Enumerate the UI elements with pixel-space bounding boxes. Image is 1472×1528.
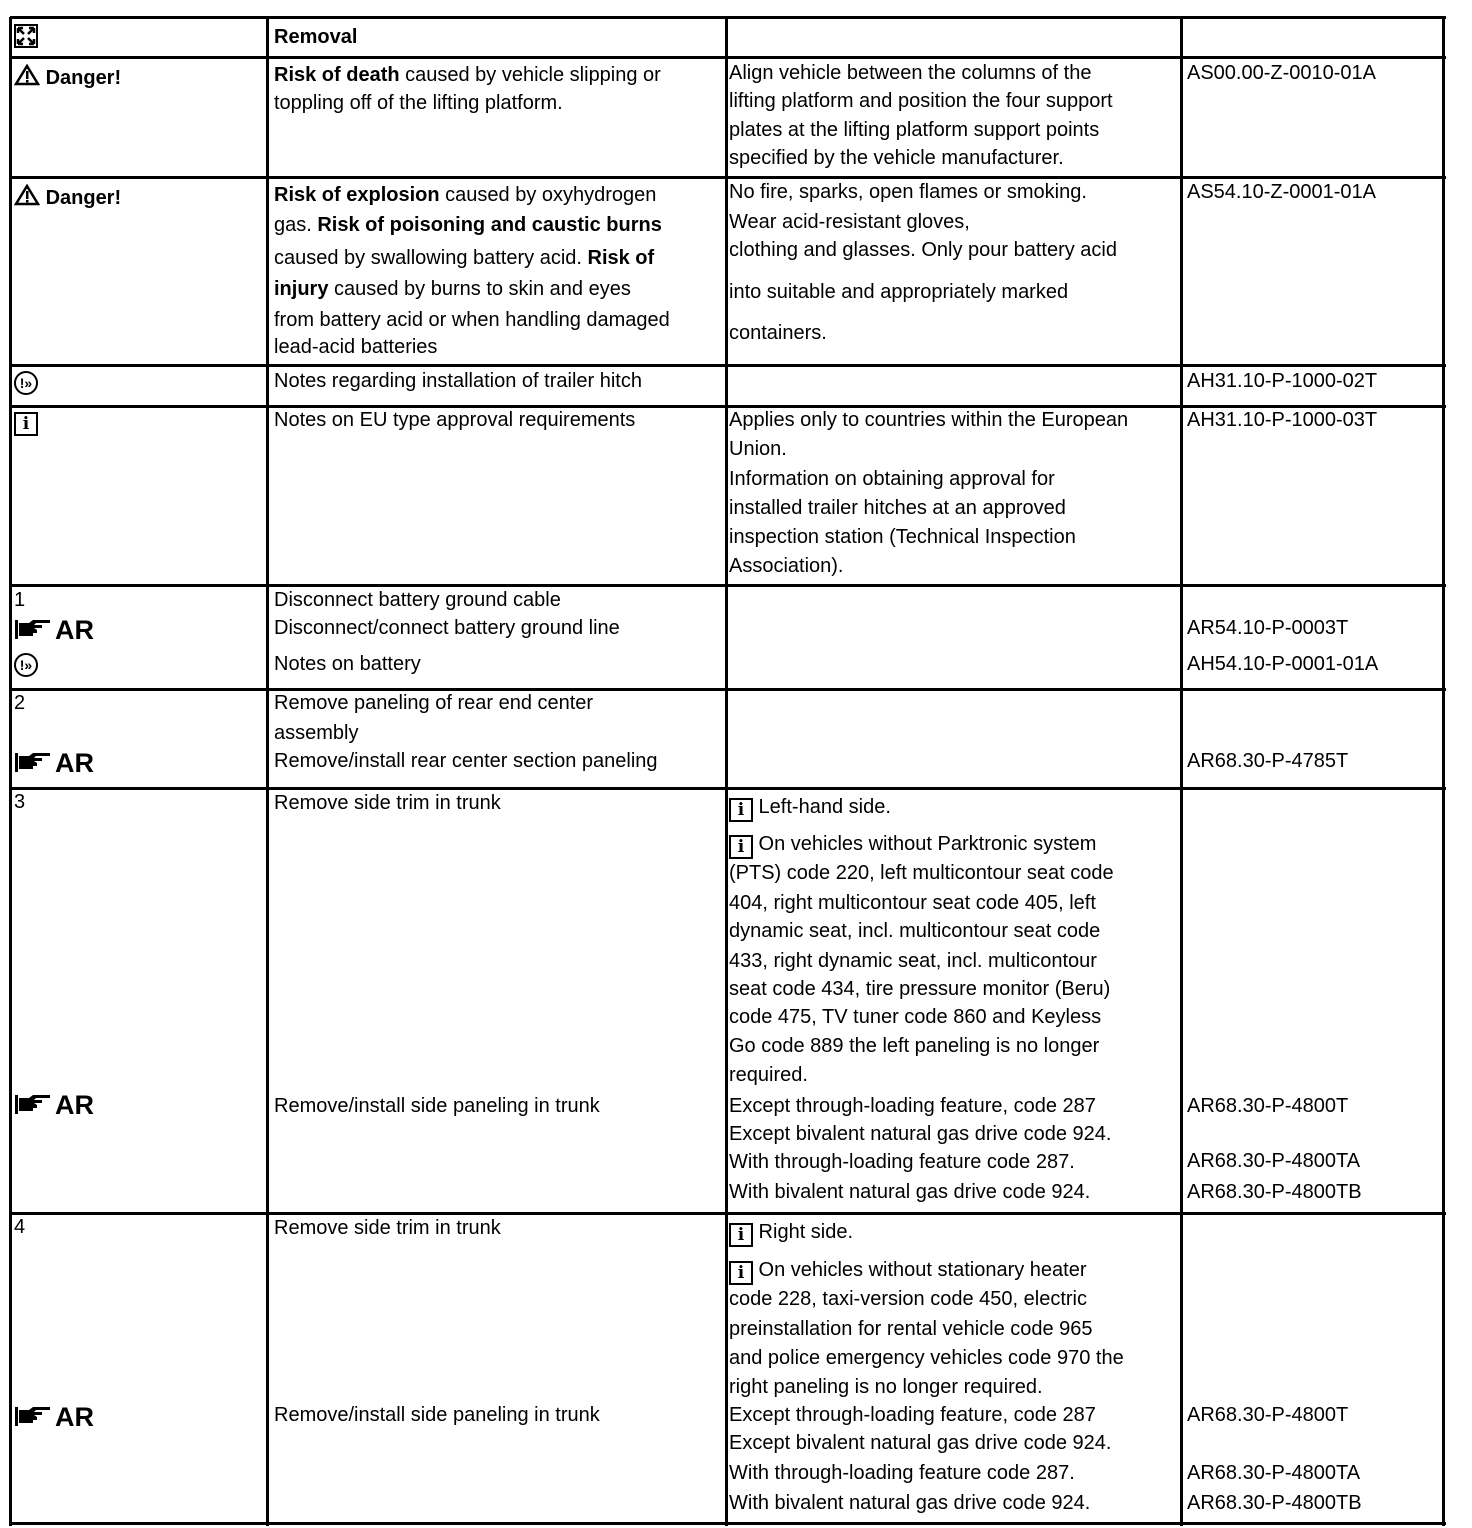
note-line: With through-loading feature code 287.	[729, 1462, 1075, 1484]
pointing-hand-icon	[14, 750, 52, 774]
ar-reference-marker: AR	[14, 615, 94, 645]
reference-link[interactable]: AH31.10-P-1000-03T	[1187, 409, 1378, 431]
note-line: code 475, TV tuner code 860 and Keyless	[729, 1006, 1102, 1028]
note-line: Align vehicle between the columns of the	[729, 62, 1092, 84]
step-text: Notes on EU type approval requirements	[274, 409, 636, 431]
info-icon: i	[729, 798, 753, 822]
note-line: Wear acid-resistant gloves,	[729, 211, 970, 233]
note-line: i Left-hand side.	[729, 795, 891, 822]
note-line: Except through-loading feature, code 287	[729, 1095, 1096, 1117]
note-line: With bivalent natural gas drive code 924.	[729, 1492, 1091, 1514]
hazard-text: from battery acid or when handling damaged	[274, 309, 670, 331]
divider	[10, 16, 1446, 19]
step-text: Remove paneling of rear end center	[274, 692, 594, 714]
note-line: plates at the lifting platform support points	[729, 119, 1100, 141]
info-icon: i	[14, 409, 38, 436]
reference-link[interactable]: AR68.30-P-4800T	[1187, 1095, 1349, 1117]
note-line: code 228, taxi-version code 450, electric	[729, 1288, 1087, 1310]
note-line: Except through-loading feature, code 287	[729, 1404, 1096, 1426]
reference-link[interactable]: AR68.30-P-4800TA	[1187, 1150, 1361, 1172]
divider	[1180, 17, 1183, 1526]
step-text: assembly	[274, 722, 359, 744]
note-line: lifting platform and position the four support	[729, 90, 1113, 112]
info-icon: i	[729, 1261, 753, 1285]
warning-triangle-icon	[14, 184, 40, 206]
reference-link[interactable]: AR68.30-P-4800TA	[1187, 1462, 1361, 1484]
step-number: 1	[14, 589, 26, 611]
note-line: preinstallation for rental vehicle code 965	[729, 1318, 1093, 1340]
step-text: Remove/install side paneling in trunk	[274, 1095, 600, 1117]
step-text: Remove/install rear center section paneling	[274, 750, 658, 772]
reference-link[interactable]: AR54.10-P-0003T	[1187, 617, 1349, 639]
note-line: right paneling is no longer required.	[729, 1376, 1043, 1398]
step-text: Disconnect battery ground cable	[274, 589, 561, 611]
pointing-hand-icon	[14, 617, 52, 641]
hazard-text: lead-acid batteries	[274, 336, 438, 358]
reference-link[interactable]: AR68.30-P-4800TB	[1187, 1492, 1362, 1514]
note-line: Except bivalent natural gas drive code 924.	[729, 1432, 1112, 1454]
step-number: 4	[14, 1216, 26, 1238]
step-number: 3	[14, 791, 26, 813]
note-line: Information on obtaining approval for	[729, 468, 1055, 490]
danger-label: Danger!	[14, 184, 121, 210]
reference-link[interactable]: AR68.30-P-4800T	[1187, 1404, 1349, 1426]
note-line: required.	[729, 1064, 808, 1086]
section-title: Removal	[274, 26, 358, 48]
pointing-hand-icon	[14, 1404, 52, 1428]
step-number: 2	[14, 692, 26, 714]
step-text: Notes on battery	[274, 653, 421, 675]
reference-link[interactable]: AS54.10-Z-0001-01A	[1187, 181, 1377, 203]
hazard-text: injury caused by burns to skin and eyes	[274, 278, 631, 300]
note-icon: !»	[14, 652, 38, 677]
hazard-text: toppling off of the lifting platform.	[274, 92, 563, 114]
divider	[725, 17, 728, 1526]
divider	[10, 1522, 1446, 1525]
note-line: dynamic seat, incl. multicontour seat code	[729, 920, 1101, 942]
note-line: inspection station (Technical Inspection	[729, 526, 1076, 548]
note-line: With bivalent natural gas drive code 924.	[729, 1181, 1091, 1203]
ar-reference-marker: AR	[14, 1402, 94, 1432]
divider	[10, 584, 1446, 587]
note-line: installed trailer hitches at an approved	[729, 497, 1066, 519]
divider	[10, 176, 1446, 179]
divider	[10, 56, 1446, 59]
divider	[10, 364, 1446, 367]
reference-link[interactable]: AH31.10-P-1000-02T	[1187, 370, 1378, 392]
note-line: Union.	[729, 438, 787, 460]
ar-reference-marker: AR	[14, 748, 94, 778]
note-line: No fire, sparks, open flames or smoking.	[729, 181, 1087, 203]
note-line: i Right side.	[729, 1220, 853, 1247]
note-line: Association).	[729, 555, 844, 577]
hazard-text: caused by swallowing battery acid. Risk of	[274, 247, 655, 269]
divider	[1442, 17, 1445, 1526]
info-icon: i	[729, 835, 753, 859]
note-line: Applies only to countries within the European	[729, 409, 1129, 431]
info-icon: i	[729, 1223, 753, 1247]
note-line: specified by the vehicle manufacturer.	[729, 147, 1064, 169]
note-line: Except bivalent natural gas drive code 924.	[729, 1123, 1112, 1145]
note-line: clothing and glasses. Only pour battery acid	[729, 239, 1117, 261]
note-line: and police emergency vehicles code 970 the	[729, 1347, 1124, 1369]
note-line: (PTS) code 220, left multicontour seat code	[729, 862, 1114, 884]
ar-reference-marker: AR	[14, 1090, 94, 1120]
divider	[9, 17, 12, 1526]
step-text: Remove/install side paneling in trunk	[274, 1404, 600, 1426]
note-line: 404, right multicontour seat code 405, left	[729, 892, 1096, 914]
hazard-text: Risk of explosion caused by oxyhydrogen	[274, 184, 657, 206]
note-line: 433, right dynamic seat, incl. multicontour	[729, 950, 1097, 972]
hazard-text: gas. Risk of poisoning and caustic burns	[274, 214, 662, 236]
divider	[266, 17, 269, 1526]
step-text: Notes regarding installation of trailer hitch	[274, 370, 642, 392]
note-line: seat code 434, tire pressure monitor (Beru)	[729, 978, 1111, 1000]
reference-link[interactable]: AH54.10-P-0001-01A	[1187, 653, 1379, 675]
note-line: i On vehicles without Parktronic system	[729, 832, 1096, 859]
step-text: Remove side trim in trunk	[274, 1217, 501, 1239]
reference-link[interactable]: AR68.30-P-4800TB	[1187, 1181, 1362, 1203]
warning-triangle-icon	[14, 64, 40, 86]
note-line: containers.	[729, 322, 827, 344]
pointing-hand-icon	[14, 1092, 52, 1116]
step-text: Disconnect/connect battery ground line	[274, 617, 620, 639]
reference-link[interactable]: AS00.00-Z-0010-01A	[1187, 62, 1377, 84]
divider	[10, 1212, 1446, 1215]
step-text: Remove side trim in trunk	[274, 792, 501, 814]
expand-arrows-icon	[14, 24, 38, 54]
note-icon: !»	[14, 370, 38, 395]
note-line: i On vehicles without stationary heater	[729, 1258, 1087, 1285]
note-line: With through-loading feature code 287.	[729, 1151, 1075, 1173]
note-line: Go code 889 the left paneling is no longer	[729, 1035, 1100, 1057]
hazard-text: Risk of death caused by vehicle slipping or	[274, 64, 661, 86]
divider	[10, 787, 1446, 790]
note-line: into suitable and appropriately marked	[729, 281, 1069, 303]
reference-link[interactable]: AR68.30-P-4785T	[1187, 750, 1349, 772]
danger-label: Danger!	[14, 64, 121, 90]
divider	[10, 688, 1446, 691]
